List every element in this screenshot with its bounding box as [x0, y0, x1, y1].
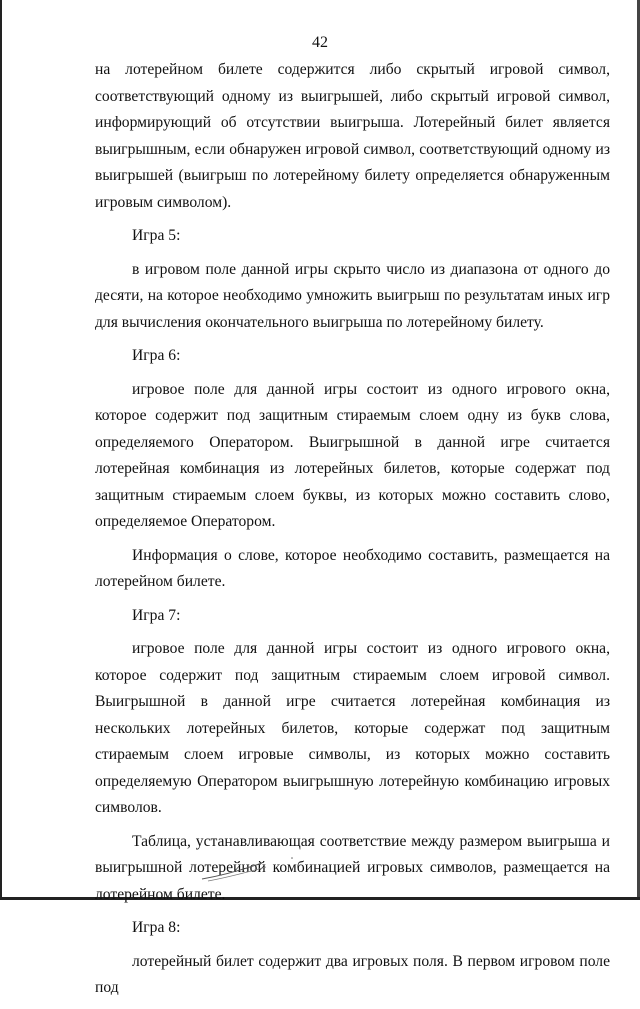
- heading-game-6: Игра 6:: [132, 347, 181, 364]
- heading-game-7: Игра 7:: [132, 606, 181, 624]
- paragraph-game-8: лотерейный билет содержит два игровых поля. В первом игровом поле под: [95, 952, 610, 996]
- scan-edge-left: [0, 0, 2, 900]
- page-number: 42: [312, 34, 328, 51]
- heading-game-8: Игра 8:: [132, 919, 181, 936]
- heading-game-5: Игра 5:: [132, 227, 181, 244]
- document-body: [95, 57, 610, 1009]
- paragraph-game-7-table: Таблица, устанавливающая соответствие между размером выигрыша и выигрышной лотерейной комбинацией игровых символов, размещается на лотерейном билете.: [95, 832, 610, 903]
- signature-mark: [200, 855, 320, 885]
- paragraph-game-7: игровое поле для данной игры состоит из одного игрового окна, которое содержит под защитным стираемым слоем игровой символ. Выигрышной в данной игре считается лотерейная комбинация из нескольких лотерейных билетов, которые содержат под защитным стираемым слоем игровые символы, из которых можно составить определяемую Оператором выигрышную лотерейную комбинацию игровых символов.: [95, 640, 610, 816]
- paragraph-game-6: игровое поле для данной игры состоит из одного игрового окна, которое содержит под защитным стираемым слоем одну из букв слова, определяемого Оператором. Выигрышной в данной игре считается лотерейная комбинация из лотерейных билетов, которые содержат под защитным стираемым слоем буквы, из которых можно составить слово, определяемое Оператором.: [95, 380, 610, 530]
- paragraph-game-6-info: Информация о слове, которое необходимо составить, размещается на лотерейном билете.: [95, 546, 610, 590]
- paragraph-game-5: в игровом поле данной игры скрыто число из диапазона от одного до десяти, на которое необходимо умножить выигрыш по результатам иных игр для вычисления окончательного выигрыша по лотерейному билету.: [95, 260, 610, 331]
- paragraph-game4-continuation: на лотерейном билете содержится либо скрытый игровой символ, соответствующий одному из выигрышей, либо скрытый игровой символ, информирующий об отсутствии выигрыша. Лотерейный билет является выигрышным, если обнаружен игровой символ, соответствующий одному из выигрышей (выигрыш по лотерейному билету определяется обнаруженным игровым символом).: [95, 61, 610, 211]
